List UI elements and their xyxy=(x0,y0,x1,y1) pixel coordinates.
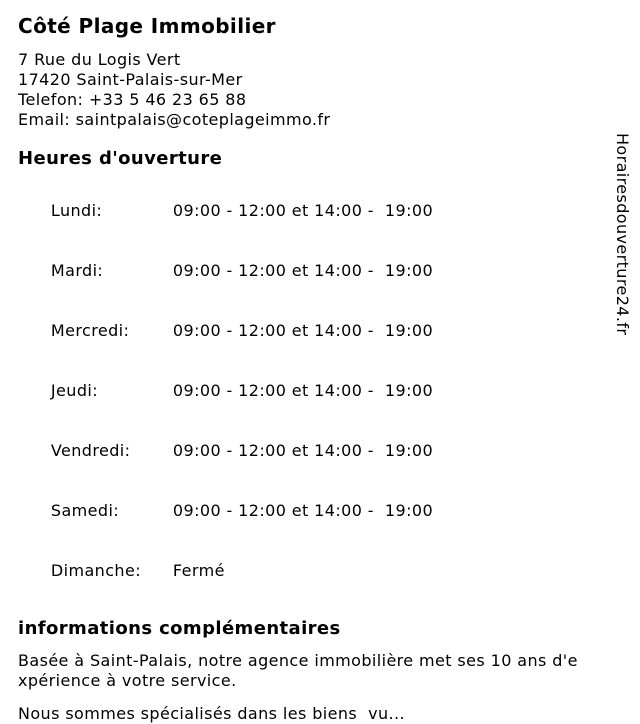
hours-table xyxy=(18,181,640,601)
day-label: Mardi: xyxy=(50,261,104,280)
time-value: 09:00 - 12:00 et 14:00 - 19:00 xyxy=(172,321,434,340)
day-label: Mercredi: xyxy=(50,321,130,340)
time-value: 09:00 - 12:00 et 14:00 - 19:00 xyxy=(172,441,434,460)
hours-row-wednesday xyxy=(18,301,640,361)
time-value: 09:00 - 12:00 et 14:00 - 19:00 xyxy=(172,501,434,520)
hours-row-tuesday xyxy=(18,241,640,301)
hours-row-monday xyxy=(18,181,640,241)
address-block xyxy=(18,50,640,130)
day-label: Dimanche: xyxy=(50,561,141,580)
hours-heading: Heures d'ouverture xyxy=(18,148,223,169)
info-paragraph-2: Nous sommes spécialisés dans les biens vu... xyxy=(18,704,405,723)
info-heading: informations complémentaires xyxy=(18,618,341,639)
hours-row-thursday xyxy=(18,361,640,421)
hours-row-friday xyxy=(18,421,640,481)
watermark-vertical: Horairesdouverture24.fr xyxy=(613,133,632,336)
address-street-line: 7 Rue du Logis Vert xyxy=(18,50,181,69)
email-line: Email: saintpalais@coteplageimmo.fr xyxy=(18,110,331,129)
time-value: 09:00 - 12:00 et 14:00 - 19:00 xyxy=(172,381,434,400)
time-value: Fermé xyxy=(172,561,225,580)
info-paragraph-1-line-2: xpérience à votre service. xyxy=(18,671,237,690)
time-value: 09:00 - 12:00 et 14:00 - 19:00 xyxy=(172,201,434,220)
address-city-line: 17420 Saint-Palais-sur-Mer xyxy=(18,70,243,89)
info-paragraph-1 xyxy=(18,651,640,691)
info-paragraph-1-line-1: Basée à Saint-Palais, notre agence immobilière met ses 10 ans d'e xyxy=(18,651,578,670)
time-value: 09:00 - 12:00 et 14:00 - 19:00 xyxy=(172,261,434,280)
hours-row-saturday xyxy=(18,481,640,541)
page-title: Côté Plage Immobilier xyxy=(18,14,276,38)
day-label: Samedi: xyxy=(50,501,120,520)
day-label: Jeudi: xyxy=(50,381,99,400)
phone-line: Telefon: +33 5 46 23 65 88 xyxy=(18,90,247,109)
hours-row-sunday xyxy=(18,541,640,601)
day-label: Vendredi: xyxy=(50,441,131,460)
day-label: Lundi: xyxy=(50,201,103,220)
